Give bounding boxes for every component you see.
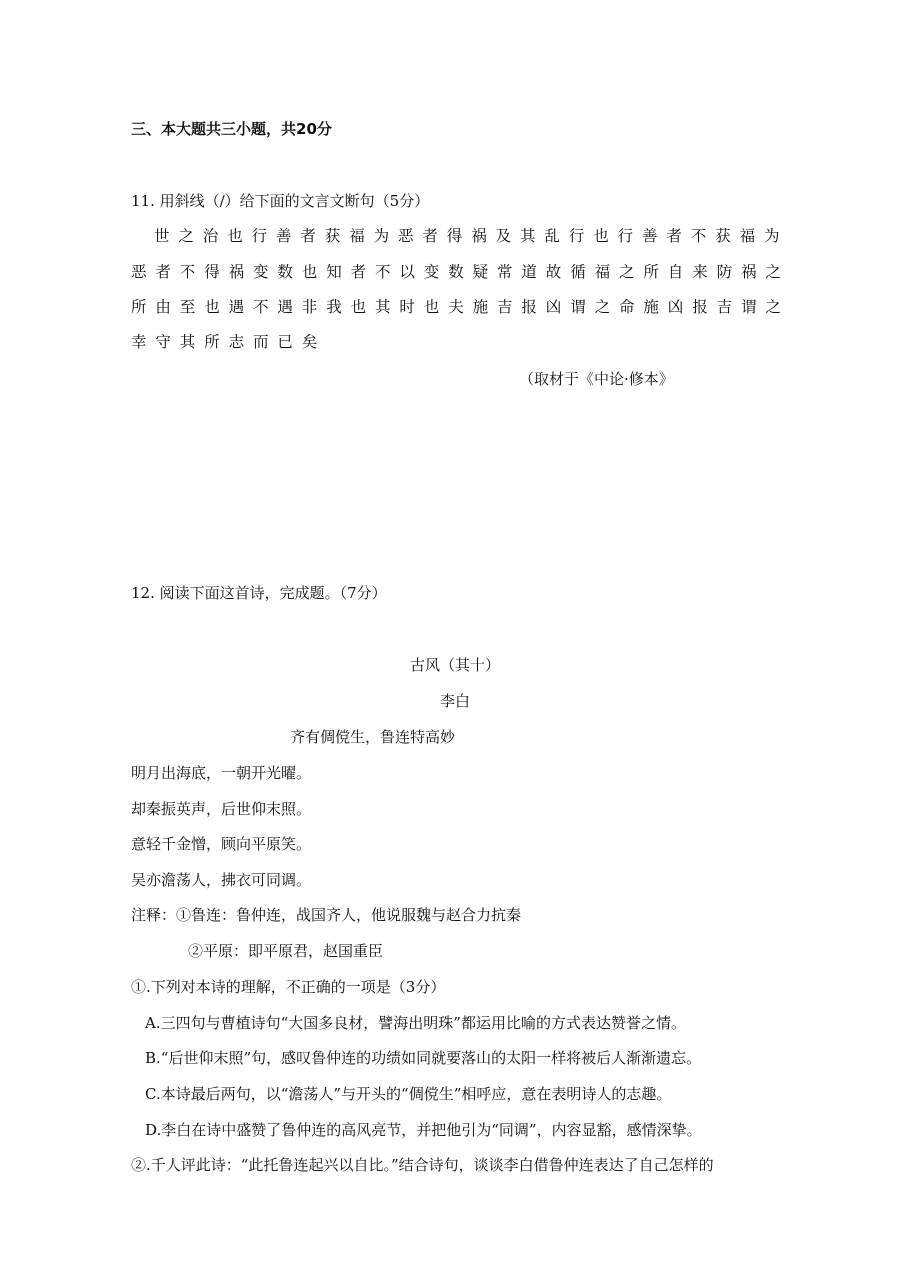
- option-c: C.本诗最后两句，以“澹荡人”与开头的“倜傥生”相呼应，意在表明诗人的志趣。: [145, 1085, 672, 1103]
- sub-question-1-stem: ①.下列对本诗的理解，不正确的一项是（3分）: [131, 978, 446, 996]
- option-b: B.“后世仰末照”句，感叹鲁仲连的功绩如同就要落山的太阳一样将被后人渐渐遗忘。: [145, 1049, 702, 1067]
- passage-source: （取材于《中论·修本》: [519, 370, 674, 388]
- note-2: ②平原：即平原君，赵国重臣: [188, 942, 384, 960]
- question-12-prompt: 12. 阅读下面这首诗，完成题。（7分）: [131, 584, 387, 602]
- option-d: D.李白在诗中盛赞了鲁仲连的高风亮节，并把他引为“同调”，内容显豁，感情深挚。: [145, 1121, 702, 1139]
- poem-first-line: 齐有倜傥生，鲁连特高妙: [290, 728, 456, 746]
- passage-line-4: 幸守其所志而已矣: [131, 333, 327, 351]
- poem-line-1: 明月出海底，一朝开光曜。: [131, 764, 312, 782]
- passage-line-2: 恶者不得祸变数也知者不以变数疑常道故循福之所自来防祸之: [131, 263, 790, 281]
- passage-line-1: 世之治也行善者获福为恶者得祸及其乱行也行善者不获福为: [154, 227, 789, 245]
- poem-line-3: 意轻千金憎，顾向平原笑。: [131, 835, 312, 853]
- poem-author: 李白: [439, 692, 470, 710]
- sub-question-2-stem: ②.千人评此诗：“此托鲁连起兴以自比。”结合诗句，谈谈李白借鲁仲连表达了自己怎样的: [131, 1156, 714, 1174]
- section-heading: 三、本大题共三小题，共20分: [131, 120, 332, 138]
- poem-line-2: 却秦振英声，后世仰末照。: [131, 800, 312, 818]
- poem-line-4: 吴亦澹荡人，拂衣可同调。: [131, 871, 312, 889]
- note-1: 注释：①鲁连：鲁仲连，战国齐人，他说服魏与赵合力抗秦: [131, 906, 522, 924]
- option-a: A.三四句与曹植诗句“大国多良材，譬海出明珠”都运用比喻的方式表达赞誉之情。: [145, 1014, 686, 1032]
- question-11-prompt: 11. 用斜线（/）给下面的文言文断句（5分）: [131, 192, 430, 210]
- passage-line-3: 所由至也遇不遇非我也其时也夫施吉报凶谓之命施凶报吉谓之: [131, 298, 790, 316]
- poem-title: 古风（其十）: [409, 656, 500, 674]
